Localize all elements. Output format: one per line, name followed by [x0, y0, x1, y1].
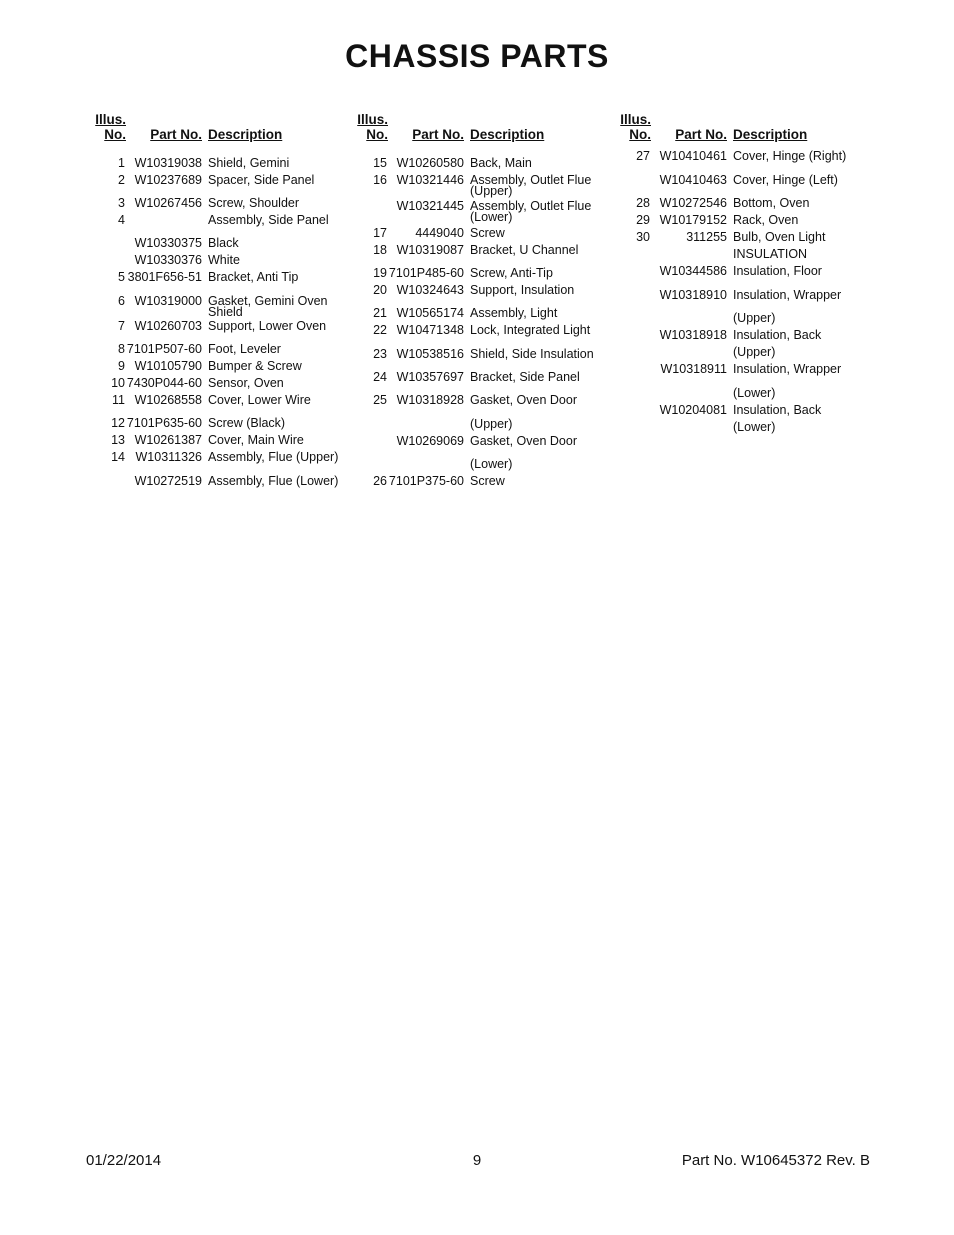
- part-number: W10538516: [396, 347, 464, 361]
- illus-no: 8: [118, 342, 125, 356]
- illus-no: 21: [373, 306, 387, 320]
- part-number: W10565174: [396, 306, 464, 320]
- part-number: W10311326: [135, 450, 202, 464]
- part-number: 7101P507-60: [126, 342, 202, 356]
- part-description: Assembly, Flue (Upper): [208, 450, 339, 464]
- part-description: (Lower): [733, 420, 776, 434]
- illus-no: 23: [373, 347, 387, 361]
- part-number: W10318911: [660, 362, 727, 376]
- illus-no: 30: [636, 230, 650, 244]
- illus-no: 24: [373, 370, 387, 384]
- illus-no: 17: [373, 226, 387, 240]
- header-part-no: Part No.: [150, 127, 202, 142]
- part-number: W10179152: [659, 213, 727, 227]
- part-description: Shield, Side Insulation: [470, 347, 594, 361]
- part-number: W10269069: [396, 434, 464, 448]
- illus-no: 22: [373, 323, 387, 337]
- part-description: (Upper): [733, 345, 776, 359]
- illus-no: 20: [373, 283, 387, 297]
- part-description: Bracket, U Channel: [470, 243, 579, 257]
- illus-no: 26: [373, 474, 387, 488]
- part-number: 7101P635-60: [126, 416, 202, 430]
- part-description: White: [208, 253, 240, 267]
- part-number: W10321446: [396, 173, 464, 187]
- part-description: Bulb, Oven Light: [733, 230, 826, 244]
- illus-no: 29: [636, 213, 650, 227]
- part-description: Screw (Black): [208, 416, 286, 430]
- part-number: W10357697: [396, 370, 464, 384]
- page-title: CHASSIS PARTS: [345, 38, 609, 74]
- part-description: Screw, Shoulder: [208, 196, 300, 210]
- illus-no: 7: [118, 319, 125, 333]
- part-description: Foot, Leveler: [208, 342, 281, 356]
- part-number: W10330376: [134, 253, 202, 267]
- part-description: Sensor, Oven: [208, 376, 284, 390]
- part-number: 4449040: [415, 226, 464, 240]
- part-number: W10319087: [396, 243, 464, 257]
- header-part-no: Part No.: [675, 127, 727, 142]
- part-number: W10318910: [659, 288, 727, 302]
- footer-date: 01/22/2014: [86, 1152, 162, 1169]
- part-number: W10321445: [396, 199, 464, 213]
- part-number: W10344586: [659, 264, 727, 278]
- illus-no: 14: [111, 450, 125, 464]
- header-illus: Illus. No.: [95, 112, 126, 142]
- part-description: Cover, Lower Wire: [208, 393, 311, 407]
- part-description: Cover, Main Wire: [208, 433, 304, 447]
- part-description: Screw: [470, 226, 505, 240]
- part-number: W10261387: [134, 433, 202, 447]
- part-description: Lock, Integrated Light: [470, 323, 591, 337]
- part-description: Cover, Hinge (Right): [733, 149, 847, 163]
- part-number: W10410461: [659, 149, 727, 163]
- illus-no: 1: [118, 156, 125, 170]
- part-description: Bottom, Oven: [733, 196, 810, 210]
- part-number: 7101P375-60: [388, 474, 464, 488]
- part-description: Screw: [470, 474, 505, 488]
- part-description: Assembly, Side Panel: [208, 213, 329, 227]
- part-number: W10204081: [659, 403, 727, 417]
- illus-no: 2: [118, 173, 125, 187]
- part-description: Assembly, Outlet Flue: [470, 199, 592, 213]
- part-description: Assembly, Outlet Flue: [470, 173, 592, 187]
- part-description: Bracket, Anti Tip: [208, 270, 299, 284]
- part-description: Bracket, Side Panel: [470, 370, 580, 384]
- part-number: 3801F656-51: [127, 270, 202, 284]
- part-description: Support, Insulation: [470, 283, 575, 297]
- part-description: Insulation, Floor: [733, 264, 822, 278]
- part-number: W10260580: [396, 156, 464, 170]
- illus-no: 5: [118, 270, 125, 284]
- illus-no: 25: [373, 393, 387, 407]
- part-number: W10272519: [134, 474, 202, 488]
- part-number: W10237689: [134, 173, 202, 187]
- part-number: W10260703: [134, 319, 202, 333]
- footer-part-number: Part No. W10645372 Rev. B: [681, 1152, 870, 1169]
- illus-no: 27: [636, 149, 650, 163]
- part-description: Gasket, Oven Door: [470, 434, 577, 448]
- footer-page-number: 9: [472, 1152, 482, 1169]
- part-number: W10319000: [134, 294, 202, 308]
- part-number: W10267456: [134, 196, 202, 210]
- part-number: W10268558: [134, 393, 202, 407]
- part-description: (Upper): [470, 417, 513, 431]
- part-description: Back, Main: [470, 156, 532, 170]
- illus-no: 16: [373, 173, 387, 187]
- illus-no: 18: [373, 243, 387, 257]
- part-description: Bumper & Screw: [208, 359, 302, 373]
- part-number: W10410463: [659, 173, 727, 187]
- part-description: Spacer, Side Panel: [208, 173, 315, 187]
- header-description: Description: [208, 127, 283, 142]
- header-description: Description: [470, 127, 545, 142]
- part-description: Insulation, Wrapper: [733, 288, 842, 302]
- part-number: W10319038: [134, 156, 202, 170]
- part-description: Insulation, Back: [733, 403, 822, 417]
- part-description: Assembly, Light: [470, 306, 558, 320]
- part-description: INSULATION: [733, 247, 808, 261]
- part-description: (Upper): [733, 311, 776, 325]
- part-number: W10324643: [396, 283, 464, 297]
- part-number: W10471348: [396, 323, 464, 337]
- part-description: Support, Lower Oven: [208, 319, 327, 333]
- part-description: Assembly, Flue (Lower): [208, 474, 339, 488]
- part-number: W10330375: [134, 236, 202, 250]
- illus-no: 10: [111, 376, 125, 390]
- part-description: Insulation, Wrapper: [733, 362, 842, 376]
- part-description: (Lower): [733, 386, 776, 400]
- illus-no: 19: [373, 266, 387, 280]
- illus-no: 4: [118, 213, 125, 227]
- part-description: Cover, Hinge (Left): [733, 173, 838, 187]
- illus-no: 9: [118, 359, 125, 373]
- part-description-continued: Shield: [208, 305, 243, 319]
- part-description: Shield, Gemini: [208, 156, 290, 170]
- part-description: Gasket, Oven Door: [470, 393, 577, 407]
- part-description: Gasket, Gemini Oven: [208, 294, 328, 308]
- illus-no: 13: [111, 433, 125, 447]
- part-number: W10272546: [659, 196, 727, 210]
- illus-no: 15: [373, 156, 387, 170]
- part-number: 7430P044-60: [126, 376, 202, 390]
- part-description-continued: (Upper): [470, 184, 513, 198]
- part-number: 7101P485-60: [388, 266, 464, 280]
- illus-no: 28: [636, 196, 650, 210]
- part-number: 311255: [686, 230, 727, 244]
- part-description: Rack, Oven: [733, 213, 799, 227]
- header-illus: Illus. No.: [357, 112, 388, 142]
- illus-no: 6: [118, 294, 125, 308]
- part-description-continued: (Lower): [470, 210, 513, 224]
- illus-no: 3: [118, 196, 125, 210]
- illus-no: 11: [112, 393, 125, 407]
- part-number: W10318918: [659, 328, 727, 342]
- part-description: (Lower): [470, 457, 513, 471]
- header-description: Description: [733, 127, 808, 142]
- header-illus: Illus. No.: [620, 112, 651, 142]
- part-description: Screw, Anti-Tip: [470, 266, 553, 280]
- part-number: W10318928: [396, 393, 464, 407]
- part-description: Black: [208, 236, 239, 250]
- part-description: Insulation, Back: [733, 328, 822, 342]
- part-number: W10105790: [134, 359, 202, 373]
- illus-no: 12: [111, 416, 125, 430]
- header-part-no: Part No.: [412, 127, 464, 142]
